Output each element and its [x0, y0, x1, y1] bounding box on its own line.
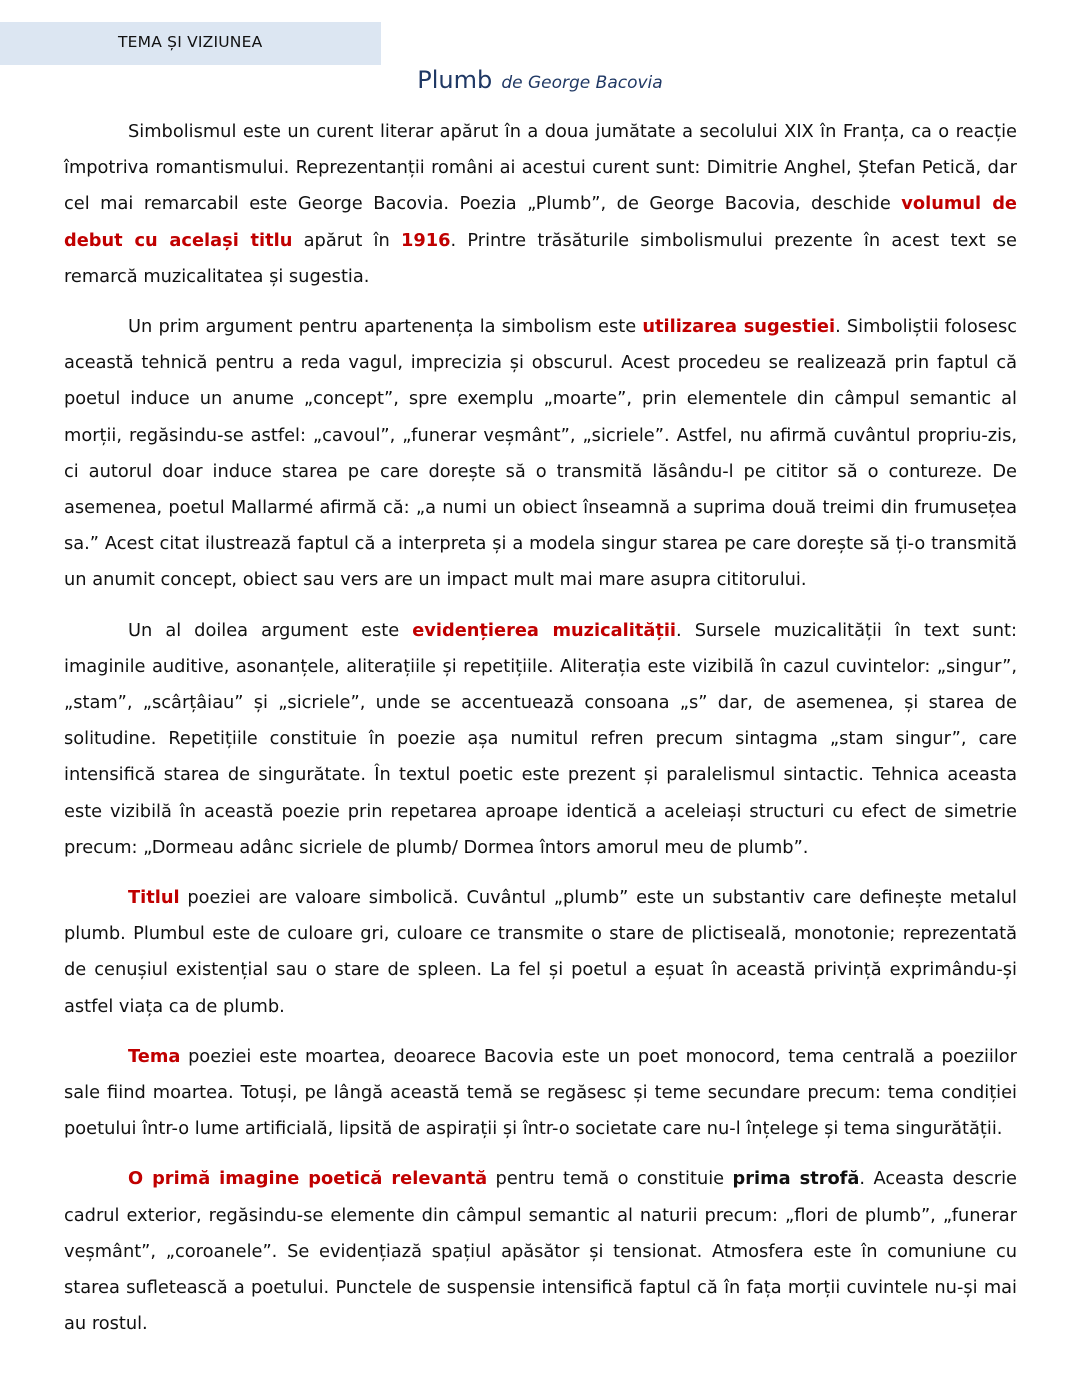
paragraph-introduction: [64, 114, 1017, 295]
section-header-label: TEMA ȘI VIZIUNEA: [118, 33, 263, 51]
section-header-band: [0, 22, 381, 65]
poem-author: de George Bacovia: [501, 73, 663, 93]
highlight-musicality: evidențierea muzicalității: [412, 619, 677, 641]
paragraph-text: poeziei are valoare simbolică. Cuvântul „plumb” este un substantiv care definește metalul plumb. Plumbul este de culoare gri, culoare ce transmite o stare de plictiseală, monotonie; reprezentată de cenușiul existențial sau o stare de spleen. La fel și poetul a eșuat în această privință exprimându-și astfel viața ca de plumb.: [64, 887, 1017, 1017]
poem-title: Plumb: [417, 66, 493, 94]
highlight-first-image: O primă imagine poetică relevantă: [128, 1168, 488, 1190]
paragraph-text: poeziei este moartea, deoarece Bacovia este un poet monocord, tema centrală a poeziilor sale fiind moartea. Totuși, pe lângă această temă se regăsesc și teme secundare precum: tema condiției poetului într-o lume artificială, lipsită de aspirații și într-o societate care nu-l înțelege și tema singurătății.: [64, 1045, 1017, 1140]
paragraph-text: Un al doilea argument este: [128, 619, 413, 641]
paragraph-second-argument: [64, 613, 1017, 866]
essay-body: [64, 114, 1017, 1357]
highlight-debut-volume: volumul de debut cu același titlu: [64, 193, 1017, 251]
highlight-suggestion: utilizarea sugestiei: [642, 316, 836, 338]
paragraph-text: apărut în: [292, 229, 401, 251]
paragraph-text: Un prim argument pentru apartenența la simbolism este: [128, 316, 643, 338]
paragraph-text: Simbolismul este un curent literar apărut în a doua jumătate a secolului XIX în Franța, ca o reacție împotriva romantismului. Reprezentanții români ai acestui curent sunt: Dimitrie Anghel, Ștefan Petică, dar cel mai remarcabil este George Bacovia. Poezia „Plumb”, de George Bacovia, deschide: [64, 121, 1017, 215]
highlight-theme: Tema: [128, 1045, 181, 1067]
paragraph-text: . Printre trăsăturile simbolismului prezente în acest text se remarcă muzicalitatea și sugestia.: [64, 229, 1017, 287]
highlight-year: 1916: [400, 229, 451, 251]
paragraph-theme: [64, 1039, 1017, 1148]
paragraph-first-argument: [64, 309, 1017, 599]
paragraph-first-image: [64, 1161, 1017, 1342]
paragraph-text: . Sursele muzicalității în text sunt: imaginile auditive, asonanțele, aliterațiile și repetițiile. Aliterația este vizibilă în cazul cuvintelor: „singur”, „stam”, „scârțâiau” și „sicriele”, unde se accentuează consoana „s” dar, de asemenea, și starea de solitudine. Repetițiile constituie în poezie așa numitul refren precum sintagma „stam singur”, care intensifică starea de singurătate. În textul poetic este prezent și paralelismul sintactic. Tehnica aceasta este vizibilă în această poezie prin repetarea aproape identică a aceleiași structuri cu efect de simetrie precum: „Dormeau adânc sicriele de plumb/ Dormea întors amorul meu de plumb”.: [64, 619, 1017, 858]
paragraph-text: . Simboliștii folosesc această tehnică pentru a reda vagul, imprecizia și obscurul. Acest procedeu se realizează prin faptul că poetul induce un anume „concept”, spre exemplu „moarte”, prin elementele din câmpul semantic al morții, regăsindu-se astfel: „cavoul”, „funerar veșmânt”, „sicriele”. Astfel, nu afirmă cuvântul propriu-zis, ci autorul doar induce starea pe care dorește să o transmită lăsându-l pe cititor să o contureze. De asemenea, poetul Mallarmé afirmă că: „a numi un obiect înseamnă a suprima două treimi din frumusețea sa.” Acest citat ilustrează faptul că a interpreta și a modela singur starea pe care dorește să ți-o transmită un anumit concept, obiect sau vers are un impact mult mai mare asupra cititorului.: [64, 316, 1017, 591]
paragraph-text: . Aceasta descrie cadrul exterior, regăsindu-se elemente din câmpul semantic al naturii precum: „flori de plumb”, „funerar veșmânt”, „coroanele”. Se evidențiază spațiul apăsător și tensionat. Atmosfera este în comuniune cu starea sufletească a poetului. Punctele de suspensie intensifică faptul că în fața morții cuvintele nu-și mai au rostul.: [64, 1168, 1017, 1335]
paragraph-text: pentru temă o constituie: [487, 1168, 733, 1190]
bold-first-stanza: prima strofă: [732, 1168, 860, 1190]
highlight-title: Titlul: [128, 887, 180, 909]
document-title: [0, 66, 1080, 94]
paragraph-title: [64, 880, 1017, 1025]
